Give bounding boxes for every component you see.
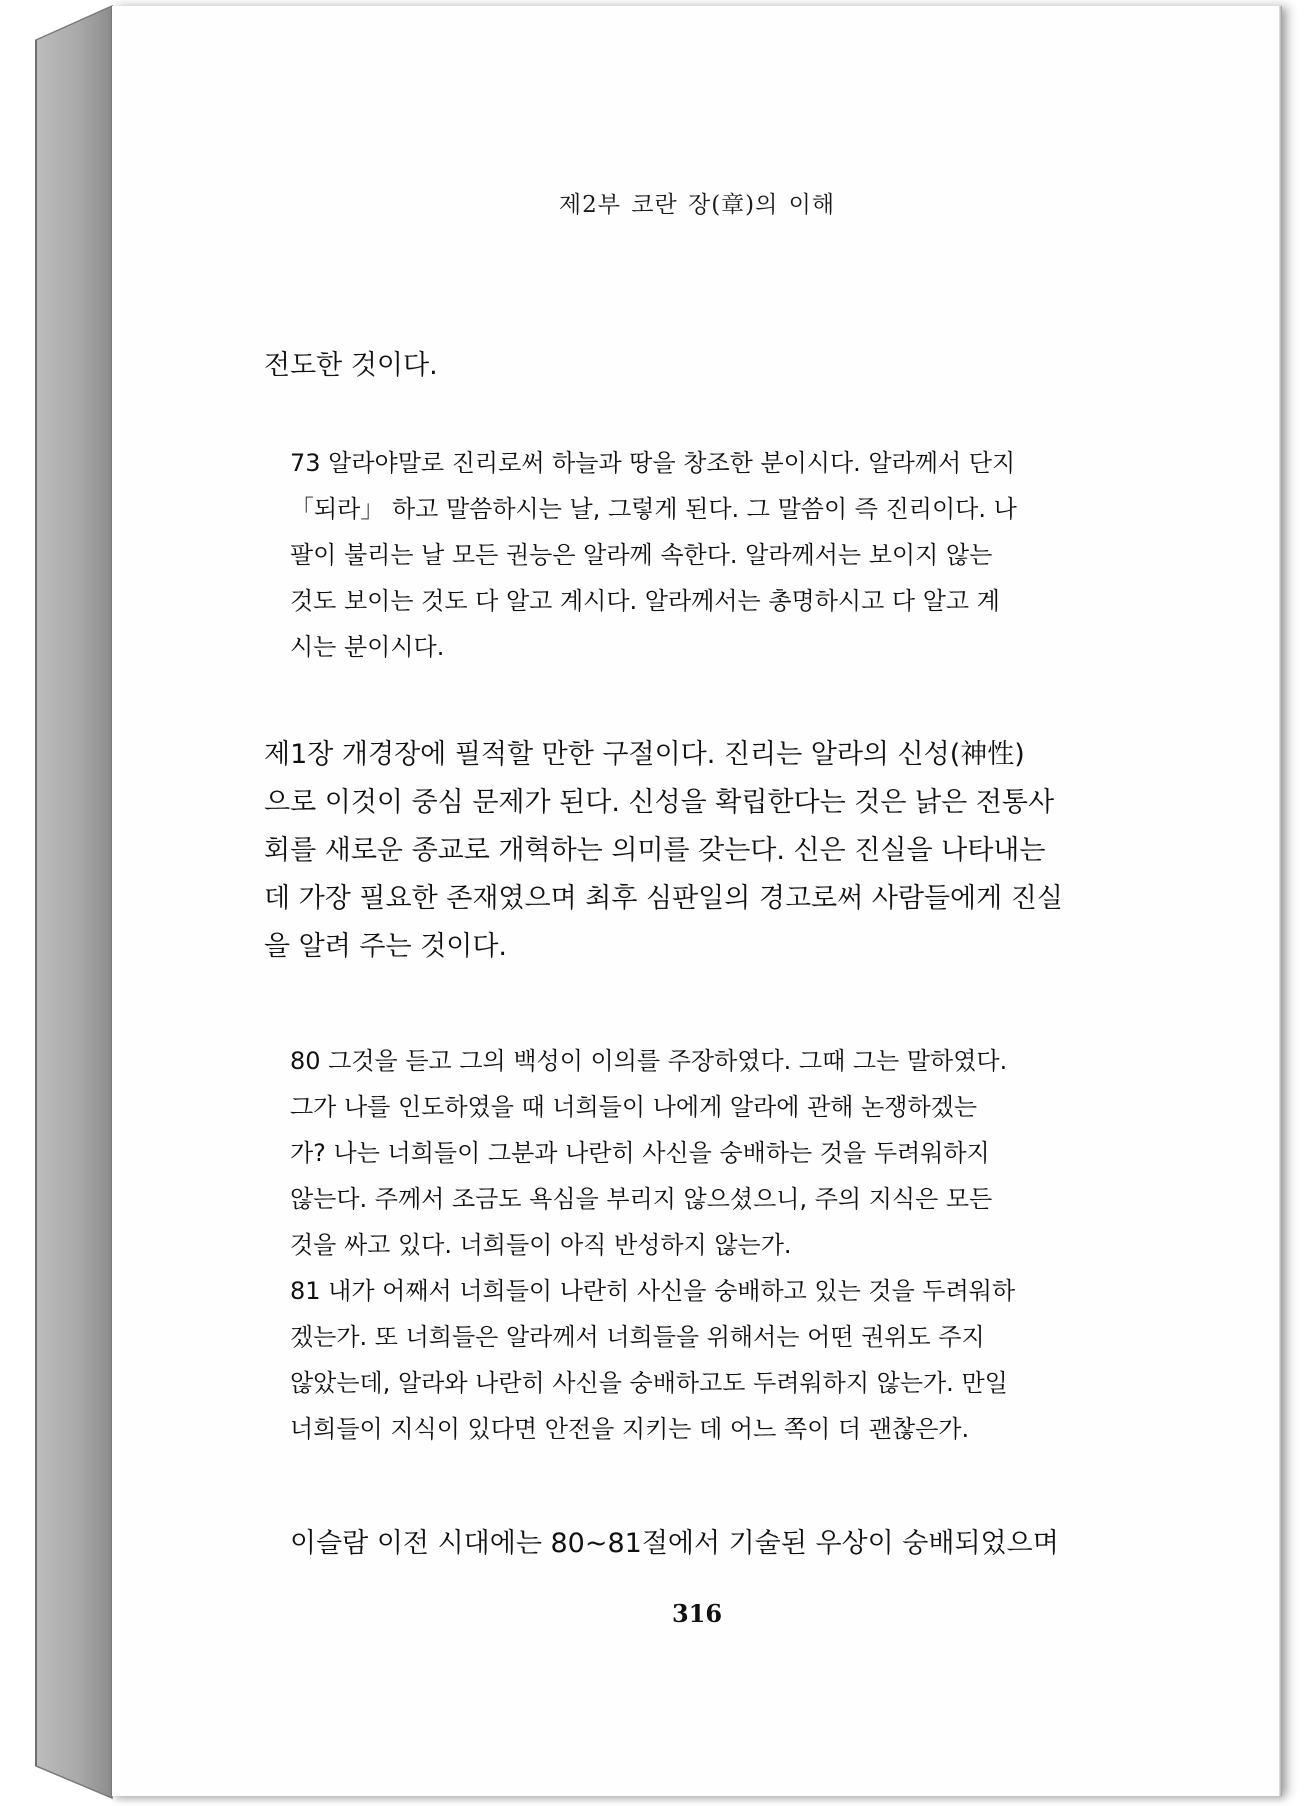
page-edge-shadow <box>1279 6 1282 1796</box>
text-line: 81 내가 어째서 너희들이 나란히 사신을 숭배하고 있는 것을 두려워하 <box>290 1277 1016 1305</box>
text-line: 73 알라야말로 진리로써 하늘과 땅을 창조한 분이시다. 알라께서 단지 <box>290 449 1016 477</box>
text-line: 회를 새로운 종교로 개혁하는 의미를 갖는다. 신은 진실을 나타내는 <box>264 835 1046 866</box>
text-line: 「되라」 하고 말씀하시는 날, 그렇게 된다. 그 말씀이 즉 진리이다. 나 <box>290 495 1017 523</box>
text-line: 80 그것을 듣고 그의 백성이 이의를 주장하였다. 그때 그는 말하였다. <box>290 1047 1008 1075</box>
quran-verse-73 <box>290 440 1017 670</box>
text-line: 데 가장 필요한 존재였으며 최후 심판일의 경고로써 사람들에게 진실 <box>264 883 1063 914</box>
text-line: 않았는데, 알라와 나란히 사신을 숭배하고도 두려워하지 않는가. 만일 <box>290 1369 1008 1397</box>
quran-verses-80-81 <box>290 1038 1015 1452</box>
text-line: 팔이 불리는 날 모든 권능은 알라께 속한다. 알라께서는 보이지 않는 <box>290 541 993 569</box>
commentary-paragraph <box>264 731 1063 971</box>
text-line: 전도한 것이다. <box>264 350 438 381</box>
commentary-paragraph-start <box>290 1520 1059 1568</box>
text-line: 이슬람 이전 시대에는 80~81절에서 기술된 우상이 숭배되었으며 <box>290 1528 1059 1559</box>
book-spine <box>0 0 115 1806</box>
book-spine-graphic <box>0 0 115 1806</box>
text-line: 시는 분이시다. <box>290 633 445 661</box>
text-line: 것도 보이는 것도 다 알고 계시다. 알라께서는 총명하시고 다 알고 계 <box>290 587 1000 615</box>
body-paragraph-continuation <box>264 342 438 390</box>
page-number: 316 <box>671 1599 723 1628</box>
text-line: 그가 나를 인도하였을 때 너희들이 나에게 알라에 관해 논쟁하겠는 <box>290 1093 977 1121</box>
text-line: 가? 나는 너희들이 그분과 나란히 사신을 숭배하는 것을 두려워하지 <box>290 1139 990 1167</box>
text-line: 것을 싸고 있다. 너희들이 아직 반성하지 않는가. <box>290 1231 792 1259</box>
text-line: 으로 이것이 중심 문제가 된다. 신성을 확립한다는 것은 낡은 전통사 <box>264 787 1055 818</box>
running-head: 제2부 코란 장(章)의 이해 <box>558 192 836 218</box>
book-page <box>112 6 1282 1796</box>
text-line: 않는다. 주께서 조금도 욕심을 부리지 않으셨으니, 주의 지식은 모든 <box>290 1185 993 1213</box>
text-line: 을 알려 주는 것이다. <box>264 931 507 962</box>
text-line: 제1장 개경장에 필적할 만한 구절이다. 진리는 알라의 신성(神性) <box>264 739 1025 770</box>
text-line: 너희들이 지식이 있다면 안전을 지키는 데 어느 쪽이 더 괜찮은가. <box>290 1415 970 1443</box>
text-line: 겠는가. 또 너희들은 알라께서 너희들을 위해서는 어떤 권위도 주지 <box>290 1323 985 1351</box>
